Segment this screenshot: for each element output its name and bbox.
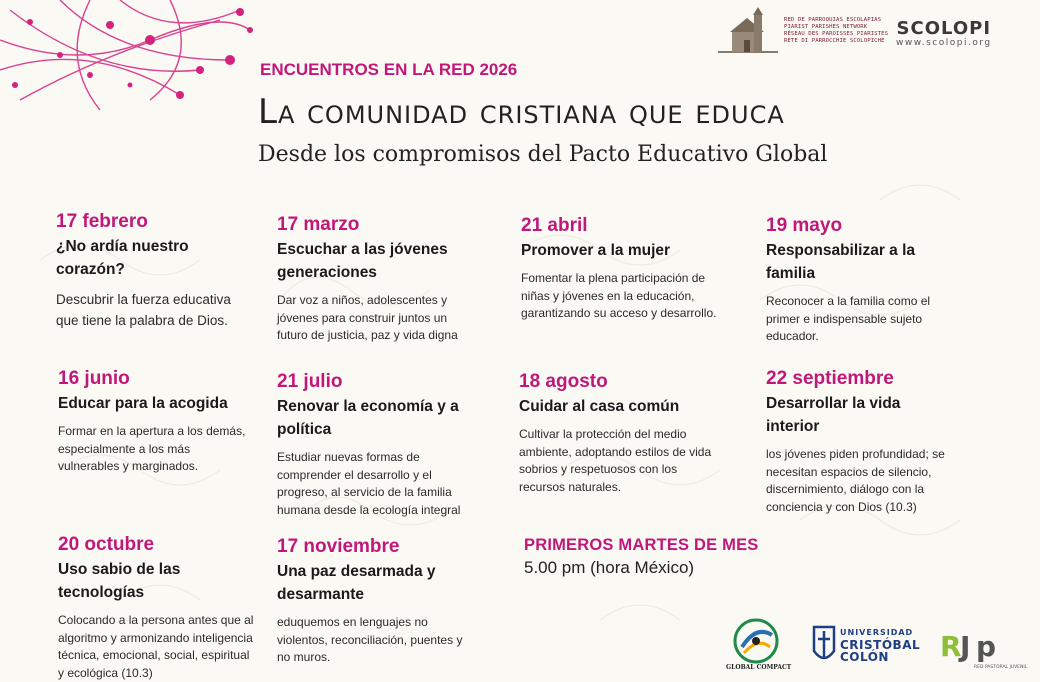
event-description: Estudiar nuevas formas de comprender el desarrollo y el progreso, al servicio de la familia humana desde la ecología integral: [277, 450, 461, 517]
event-date: 17 noviembre: [277, 536, 400, 557]
event-topic: Renovar la economía y a política: [277, 398, 459, 438]
network-graphic: [0, 0, 260, 110]
ucc-name: [840, 627, 920, 663]
kicker: ENCUENTROS EN LA RED 2026: [260, 60, 518, 79]
event-description: eduquemos en lenguajes no violentos, reconciliación, puentes y no muros.: [277, 615, 463, 664]
event-july: [277, 371, 497, 519]
event-topic: Escuchar a las jóvenes generaciones: [277, 241, 448, 281]
event-date: 18 agosto: [519, 371, 608, 392]
event-date: 17 febrero: [56, 211, 148, 232]
svg-text:p: p: [976, 630, 997, 663]
event-description: Colocando a la persona antes que al algoritmo y armonizando inteligencia técnica, emocional, social, espiritual y ecológica (10.3): [58, 613, 254, 680]
event-october: [58, 534, 278, 682]
schedule-label: PRIMEROS MARTES DE MES: [524, 536, 759, 554]
event-topic: ¿No ardía nuestro corazón?: [56, 238, 189, 278]
event-topic: Promover a la mujer: [521, 242, 671, 259]
event-description: Descubrir la fuerza educativa que tiene la palabra de Dios.: [56, 292, 231, 328]
event-description: los jóvenes piden profundidad; se necesitan espacios de silencio, discernimiento, diálogo con la conciencia y con Dios (10.3): [766, 447, 945, 514]
schedule-info: [524, 536, 759, 578]
event-date: 20 octubre: [58, 534, 155, 555]
event-september: [766, 368, 986, 516]
schedule-time: 5.00 pm (hora México): [524, 558, 695, 577]
event-date: 21 julio: [277, 371, 343, 392]
event-topic: Cuidar al casa común: [519, 398, 680, 415]
page-subtitle: Desde los compromisos del Pacto Educativo Global: [258, 142, 828, 167]
scolopi-logo: [896, 18, 992, 48]
church-icon: [718, 6, 778, 56]
ucc-name-bottom: COLÓN: [840, 650, 889, 664]
event-description: Cultivar la protección del medio ambiente, adoptando estilos de vida sobrios y respetuosos con los recursos naturales.: [519, 427, 712, 494]
event-topic: Desarrollar la vida interior: [766, 395, 901, 435]
ucc-shield-icon: [812, 623, 836, 667]
event-topic: Responsabilizar a la familia: [766, 242, 916, 282]
network-names: [784, 17, 888, 45]
event-description: Reconocer a la familia como el primer e indispensable sujeto educador.: [766, 294, 931, 343]
event-november: [277, 536, 497, 667]
page-title: La comunidad cristiana que educa: [258, 92, 785, 132]
parish-network-logo: [718, 6, 888, 56]
event-date: 21 abril: [521, 215, 588, 236]
scolopi-name: SCOLOPI: [896, 18, 992, 39]
global-compact-logo: [732, 617, 780, 667]
ucc-name-top: UNIVERSIDAD: [840, 628, 914, 637]
event-description: Fomentar la plena participación de niñas y jóvenes en la educación, garantizando su acceso y desarrollo.: [521, 271, 717, 320]
event-date: 17 marzo: [277, 214, 360, 235]
svg-text:R: R: [940, 630, 962, 663]
event-topic: Uso sabio de las tecnologías: [58, 561, 181, 601]
rjp-logo: [938, 622, 1028, 672]
global-compact-label: GLOBAL COMPACT: [726, 664, 792, 671]
ucc-name-mid: CRISTÓBAL: [840, 638, 921, 652]
event-topic: Una paz desarmada y desarmante: [277, 563, 436, 603]
event-april: [521, 215, 741, 323]
network-name-it: RETE DI PARROCCHIE SCOLOPICHE: [784, 38, 885, 44]
event-august: [519, 371, 739, 496]
event-description: Formar en la apertura a los demás, especialmente a los más vulnerables y marginados.: [58, 424, 246, 473]
network-name-fr: RÉSEAU DES PAROISSES PIARISTES: [784, 31, 889, 37]
svg-text:J: J: [960, 630, 971, 663]
event-date: 22 septiembre: [766, 368, 894, 389]
rjp-subtitle: RED PASTORAL JUVENIL: [974, 665, 1028, 670]
event-february: [56, 211, 276, 331]
universidad-cristobal-colon-logo: [812, 623, 920, 667]
network-name-en: PIARIST PARISHES NETWORK: [784, 24, 868, 30]
event-description: Dar voz a niños, adolescentes y jóvenes para construir juntos un futuro de justicia, paz y vida digna: [277, 293, 458, 342]
event-date: 19 mayo: [766, 215, 843, 236]
event-march: [277, 214, 497, 345]
event-date: 16 junio: [58, 368, 130, 389]
event-june: [58, 368, 278, 476]
event-topic: Educar para la acogida: [58, 395, 228, 412]
network-name-es: RED DE PARROQUIAS ESCOLAPIAS: [784, 17, 882, 23]
scolopi-url: www.scolopi.org: [896, 38, 992, 48]
event-may: [766, 215, 986, 346]
